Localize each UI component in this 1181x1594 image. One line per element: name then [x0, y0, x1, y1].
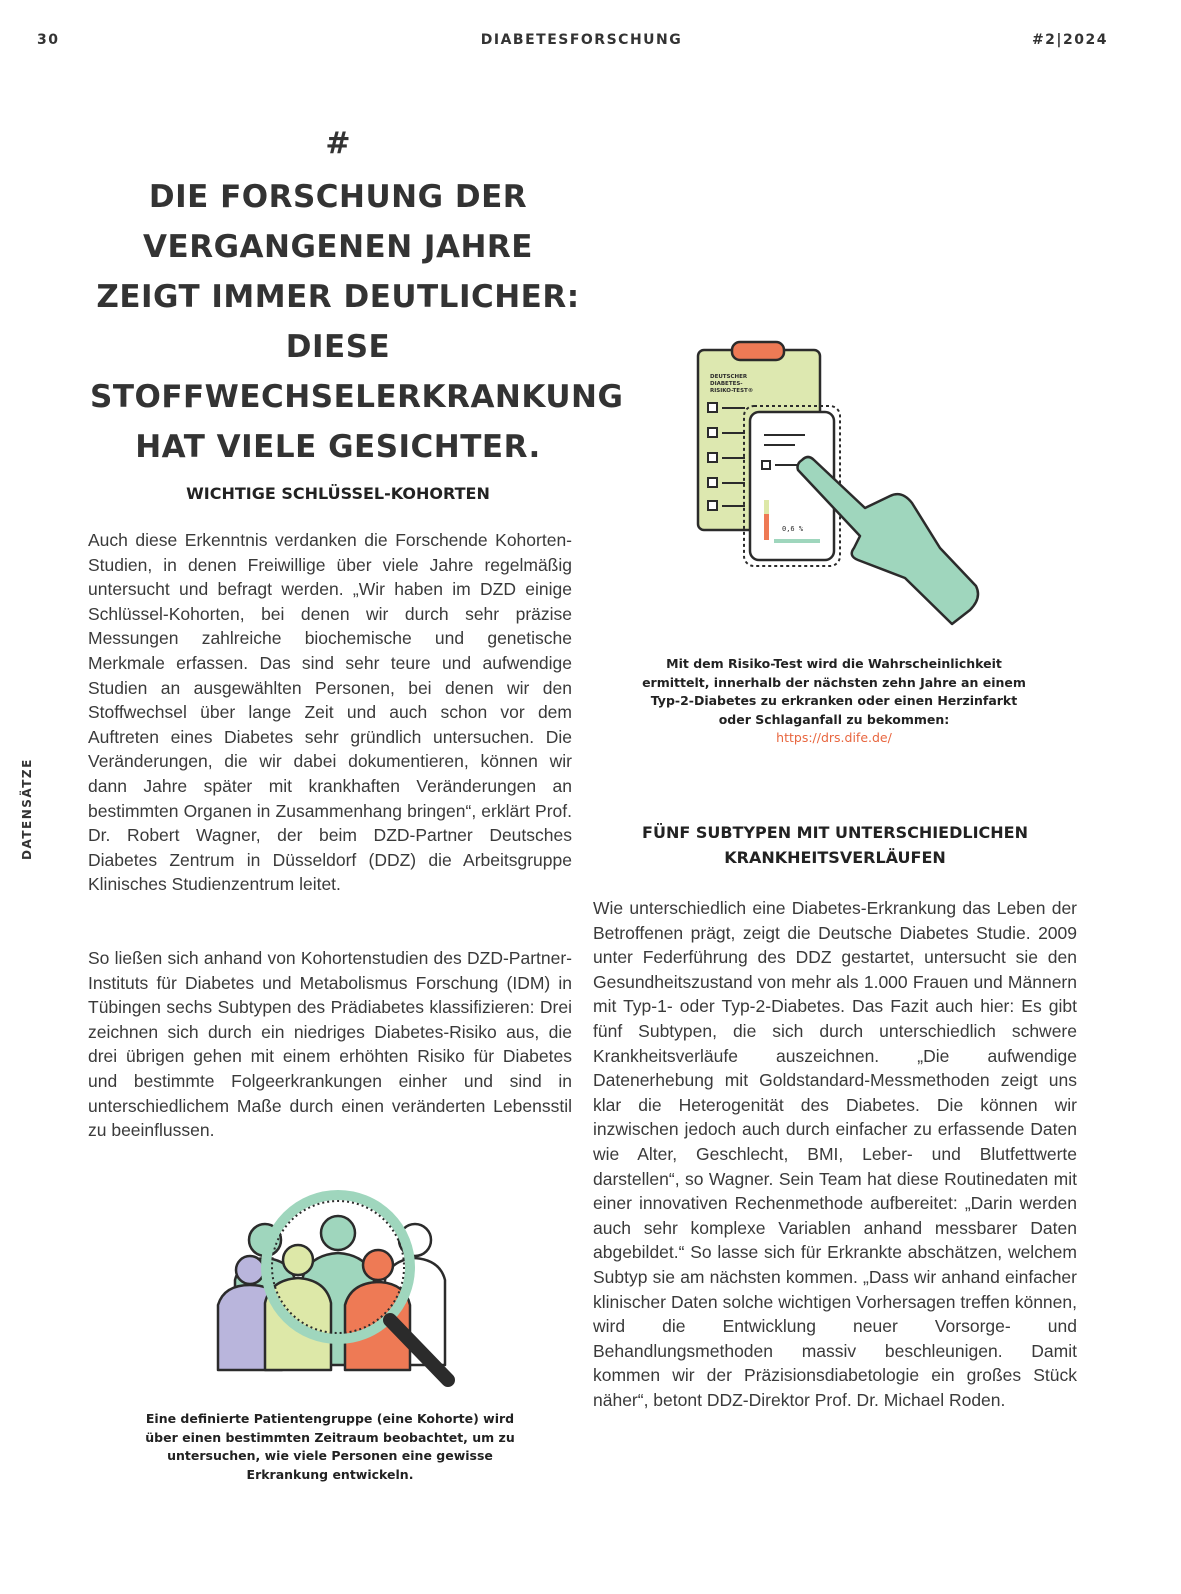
- clipboard-title-line1: DEUTSCHER: [710, 374, 748, 380]
- hash-mark: #: [325, 126, 351, 161]
- issue-number: #2|2024: [1031, 32, 1108, 48]
- body-paragraph: Auch diese Erkenntnis verdanken die Forschende Kohorten-Studien, in denen Freiwillige über viele Jahre regelmäßig untersucht und befragt werden. „Wir haben im DZD einige Schlüssel-Kohorten, bei denen wir durch sehr präzise Messungen zahlreiche biochemische und genetische Merkmale erfassen. Das sind sehr teure und aufwendige Studien an ausgewählten Personen, bei denen wir den Stoffwechsel über lange Zeit und auch schon vor dem Auftreten eines Diabetes sehr gründlich untersuchen. Die Veränderungen, die wir dabei dokumentieren, können wir dann Jahre später mit krankhaften Veränderungen an bestimmten Organen in Zusammenhang bringen“, erklärt Prof. Dr. Robert Wagner, der beim DZD-Partner Deutsches Diabetes Zentrum in Düsseldorf (DDZ) die Arbeitsgruppe Klinisches Studienzentrum leitet.: [88, 530, 572, 895]
- section-title: DIABETESFORSCHUNG: [480, 32, 683, 48]
- body-paragraph: Wie unterschiedlich eine Diabetes-Erkrankung das Leben der Betroffenen prägt, zeigt die Deutsche Diabetes Studie. 2009 unter Federführung des DDZ gestartet, untersucht sie den Gesundheitszustand von mehr als 1.000 Frauen und Männern mit Typ-1- oder Typ-2-Diabetes. Das Fazit auch hier: Es gibt fünf Subtypen, die sich durch unterschiedlich schwere Krankheitsverläufe auszeichnen. „Die aufwendige Datenerhebung mit Goldstandard-Messmethoden zeigt uns klar die Heterogenität des Diabetes. Die können wir inzwischen jedoch auch durch einfacher zu erfassende Daten wie Alter, Geschlecht, BMI, Leber- und Blutfettwerte darstellen“, so Wagner. Sein Team hat diese Routinedaten mit einer innovativen Rechenmethode aufbereitet: „Darin werden auch sehr komplexe Variablen anhand messbarer Daten abgebildet.“ So lasse sich für Erkrankte abschätzen, welchem Subtyp sie am nächsten kommen. „Dass wir anhand einfacher klinischer Daten solche wichtigen Vorhersagen treffen können, wird die Entwicklung neuer Vorsorge- und Behandlungsmethoden massiv beschleunigen. Damit kommen wir der Präzisionsdiabetologie ein großes Stück näher“, betont DDZ-Direktor Prof. Dr. Michael Roden.: [593, 898, 1077, 1410]
- phone-risk-value: 0,6 %: [782, 525, 804, 533]
- page-number: 30: [37, 32, 60, 48]
- section-title-subtypen: FÜNF SUBTYPEN MIT UNTERSCHIEDLICHEN KRANKHEITSVERLÄUFEN: [642, 823, 1028, 867]
- risk-test-caption: Mit dem Risiko-Test wird die Wahrscheinlichkeit ermittelt, innerhalb der nächsten zehn Jahre an einem Typ-2-Diabetes zu erkranken oder einen Herzinfarkt oder Schlaganfall zu bekommen:: [642, 656, 1026, 727]
- page-headline: DIE FORSCHUNG DER VERGANGENEN JAHRE ZEIGT IMMER DEUTLICHER: DIESE STOFFWECHSELERKRANKUNG HAT VIELE GESICHTER.: [90, 179, 624, 465]
- risk-test-link[interactable]: https://drs.dife.de/: [776, 730, 892, 745]
- people-magnifier-icon: [210, 1185, 465, 1395]
- clipboard-title-line2: DIABETES-: [710, 381, 743, 387]
- sidebar-label: DATENSÄTZE: [20, 758, 34, 860]
- body-paragraph: So ließen sich anhand von Kohortenstudien des DZD-Partner-Instituts für Diabetes und Metabolismus Forschung (IDM) in Tübingen sechs Subtypen des Prädiabetes klassifizieren: Drei zeichnen sich durch ein niedriges Diabetes-Risiko aus, die drei übrigen gehen mit einem erhöhten Risiko für Diabetes und bestimmte Folgeerkrankungen einher und sind in unterschiedlichem Maße durch einen veränderten Lebensstil zu beeinflussen.: [88, 948, 572, 1141]
- clipboard-title-line3: RISIKO-TEST®: [710, 388, 754, 394]
- cohort-illustration: [210, 1185, 465, 1395]
- clipboard-phone-icon: [690, 338, 990, 633]
- risk-test-illustration: [690, 338, 990, 633]
- section-title-kohorten: WICHTIGE SCHLÜSSEL-KOHORTEN: [186, 484, 490, 503]
- cohort-caption: Eine definierte Patientengruppe (eine Kohorte) wird über einen bestimmten Zeitraum beobachtet, um zu untersuchen, wie viele Personen eine gewisse Erkrankung entwickeln.: [145, 1411, 515, 1482]
